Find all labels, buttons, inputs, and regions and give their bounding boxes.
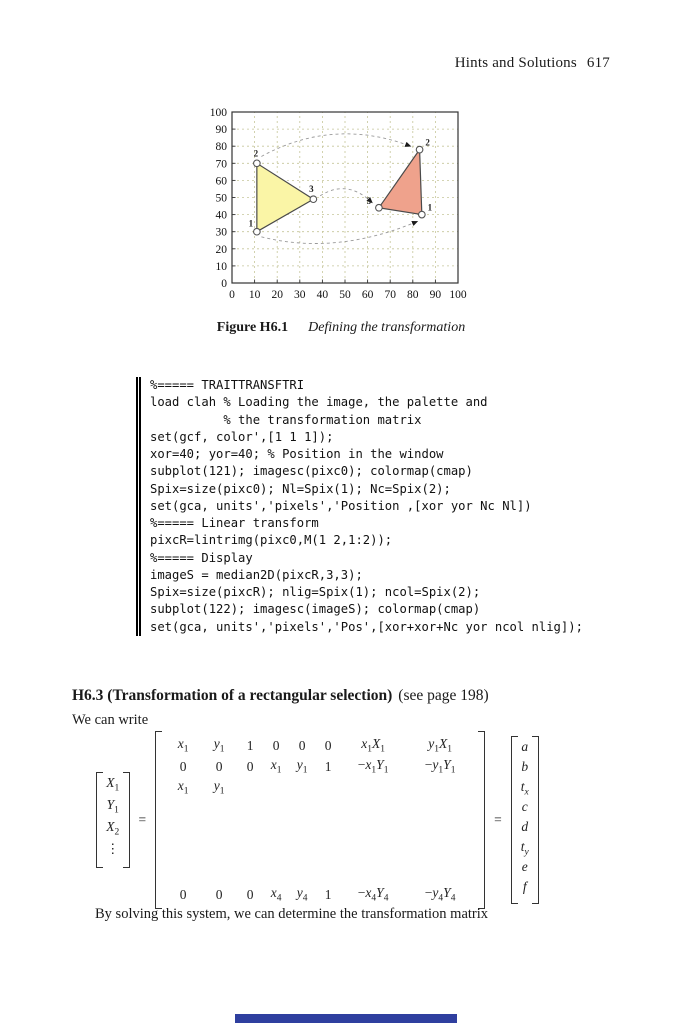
- x-tick-label: 100: [449, 289, 467, 301]
- vertex-marker: [376, 204, 383, 211]
- matrix-cell: 0: [298, 737, 306, 753]
- code-line: imageS = median2D(pixcR,3,3);: [150, 567, 363, 582]
- section-intro-text: We can write: [72, 712, 149, 728]
- code-line: pixcR=lintrimg(pixc0,M(1 2,1:2));: [150, 533, 393, 548]
- matrix-cell: 1: [324, 758, 332, 774]
- y-tick-label: 30: [215, 226, 227, 239]
- code-line: Spix=size(pixc0); Nl=Spix(1); Nc=Spix(2);: [150, 481, 451, 496]
- matrix-cell: $-x_1Y_1$: [357, 757, 389, 776]
- vertex-marker: [310, 196, 317, 203]
- code-line: subplot(121); imagesc(pixc0); colormap(cmap): [150, 464, 473, 479]
- lhs-vector-entry: $X_2$: [106, 819, 120, 838]
- matrix-equation: [96, 731, 539, 909]
- y-tick-label: 20: [215, 243, 227, 256]
- vertex-label: 2: [253, 148, 259, 159]
- y-tick-label: 80: [215, 141, 227, 154]
- x-tick-label: 70: [384, 289, 396, 301]
- transform-arrow: [320, 189, 372, 203]
- equals-sign: =: [138, 812, 147, 827]
- matrix-cell: 0: [215, 758, 223, 774]
- matrix-cell: $-y_4Y_4$: [424, 885, 456, 904]
- rhs-vector-entry: c: [521, 799, 528, 814]
- matrix-cell: $x_1$: [177, 736, 189, 755]
- rhs-vector-entry: $t_x$: [520, 779, 529, 798]
- figure-caption-text: Defining the transformation: [308, 320, 466, 335]
- x-tick-label: 60: [361, 289, 374, 301]
- matrix-cell: $y_1$: [213, 778, 225, 797]
- y-tick-label: 50: [215, 192, 227, 205]
- lhs-vector: [96, 772, 130, 868]
- code-line: % the transformation matrix: [150, 412, 422, 427]
- matrix-cell: $x_1X_1$: [361, 736, 385, 755]
- figure-h6-1-plot: [195, 106, 467, 308]
- bottom-bar: [235, 1014, 457, 1023]
- matrix-cell: 0: [324, 737, 332, 753]
- section-heading-title: H6.3 (Transformation of a rectangular selection): [72, 687, 393, 704]
- y-tick-label: 100: [209, 107, 227, 119]
- rhs-vector-entry: a: [521, 739, 529, 754]
- closing-text: By solving this system, we can determine the transformation matrix: [95, 906, 489, 922]
- matrix-cell: $y_1$: [213, 736, 225, 755]
- x-tick-label: 40: [316, 289, 329, 301]
- code-line: load clah % Loading the image, the palette and: [150, 395, 488, 410]
- matrix-cell: 0: [272, 737, 280, 753]
- code-line: Spix=size(pixcR); nlig=Spix(1); ncol=Spix(2);: [150, 585, 481, 599]
- vertex-label: 1: [248, 218, 254, 229]
- vertex-marker: [254, 160, 261, 167]
- triangle: [379, 150, 422, 215]
- code-line: subplot(122); imagesc(imageS); colormap(cmap): [150, 602, 481, 617]
- matrix-cell: $y_1X_1$: [428, 736, 452, 755]
- rhs-vector-entry: f: [522, 879, 527, 894]
- y-tick-label: 90: [215, 124, 227, 137]
- code-line: set(gca, units','pixels','Pos',[xor+xor+Nc yor ncol nlig]);: [150, 619, 583, 634]
- x-tick-label: 10: [248, 289, 261, 301]
- matrix-cell: 0: [215, 886, 223, 902]
- code-line: %===== TRAITTRANSFTRI: [150, 378, 305, 392]
- code-line: set(gcf, color',[1 1 1]);: [150, 429, 334, 444]
- y-tick-label: 0: [221, 278, 227, 290]
- matrix-cell: 1: [246, 737, 254, 753]
- lhs-vector-entry: $X_1$: [106, 775, 120, 794]
- code-line: %===== Display: [150, 550, 253, 565]
- vertex-marker: [416, 146, 423, 153]
- matrix-cell: $y_1$: [296, 757, 308, 776]
- matrix-cell: $x_4$: [270, 885, 282, 904]
- equals-sign-2: =: [494, 812, 502, 827]
- rhs-vector: [511, 736, 539, 904]
- section-heading: [72, 687, 489, 705]
- matrix-cell: 0: [246, 886, 254, 902]
- matrix-cell: 0: [179, 886, 187, 902]
- code-lines: [150, 377, 583, 636]
- vertex-label: 3: [366, 195, 372, 206]
- triangle: [257, 163, 314, 231]
- page-number: 617: [586, 55, 610, 71]
- x-tick-label: 50: [339, 289, 351, 301]
- rhs-vector-entry: b: [521, 759, 529, 774]
- x-tick-label: 90: [429, 289, 442, 301]
- matrix-cell: $-y_1Y_1$: [424, 757, 456, 776]
- code-line: xor=40; yor=40; % Position in the window: [150, 447, 444, 461]
- x-tick-label: 0: [229, 289, 235, 301]
- matrix-cell: 0: [179, 758, 187, 774]
- vertex-label: 1: [427, 202, 433, 213]
- section-heading-pageref: (see page 198): [398, 687, 489, 704]
- y-tick-label: 70: [215, 158, 227, 171]
- figure-caption-label: Figure H6.1: [216, 320, 289, 335]
- running-head: [455, 55, 610, 72]
- y-tick-label: 40: [215, 209, 227, 222]
- vertex-marker: [254, 228, 261, 235]
- matrix-cell: $x_1$: [270, 757, 282, 776]
- code-line: set(gca, units','pixels','Position ,[xor yor Nc Nl]): [150, 498, 532, 513]
- matrix-cell: 1: [324, 886, 332, 902]
- rhs-vector-entry: d: [521, 819, 529, 834]
- system-matrix: [155, 731, 485, 909]
- running-head-title: Hints and Solutions: [454, 55, 577, 71]
- code-line: %===== Linear transform: [150, 516, 319, 530]
- transform-arrow: [261, 134, 410, 157]
- rhs-vector-entry: e: [521, 859, 528, 874]
- vertex-marker: [419, 211, 426, 218]
- x-tick-label: 30: [294, 289, 306, 301]
- matrix-cell: $x_1$: [177, 778, 189, 797]
- lhs-vector-entry: ⋮: [106, 841, 120, 856]
- y-tick-label: 60: [215, 175, 227, 188]
- figure-caption: [0, 320, 682, 336]
- transform-arrow: [261, 221, 417, 243]
- code-listing: [136, 377, 583, 636]
- matrix-cell: $-x_4Y_4$: [357, 885, 389, 904]
- x-tick-label: 80: [407, 289, 419, 301]
- vertex-label: 3: [309, 184, 314, 195]
- vertex-label: 2: [425, 137, 430, 148]
- matrix-cell: $y_4$: [296, 885, 308, 904]
- y-tick-label: 10: [215, 260, 227, 273]
- lhs-vector-entry: $Y_1$: [106, 797, 119, 816]
- matrix-cell: 0: [246, 758, 254, 774]
- x-tick-label: 20: [271, 289, 283, 301]
- rhs-vector-entry: $t_y$: [520, 839, 529, 858]
